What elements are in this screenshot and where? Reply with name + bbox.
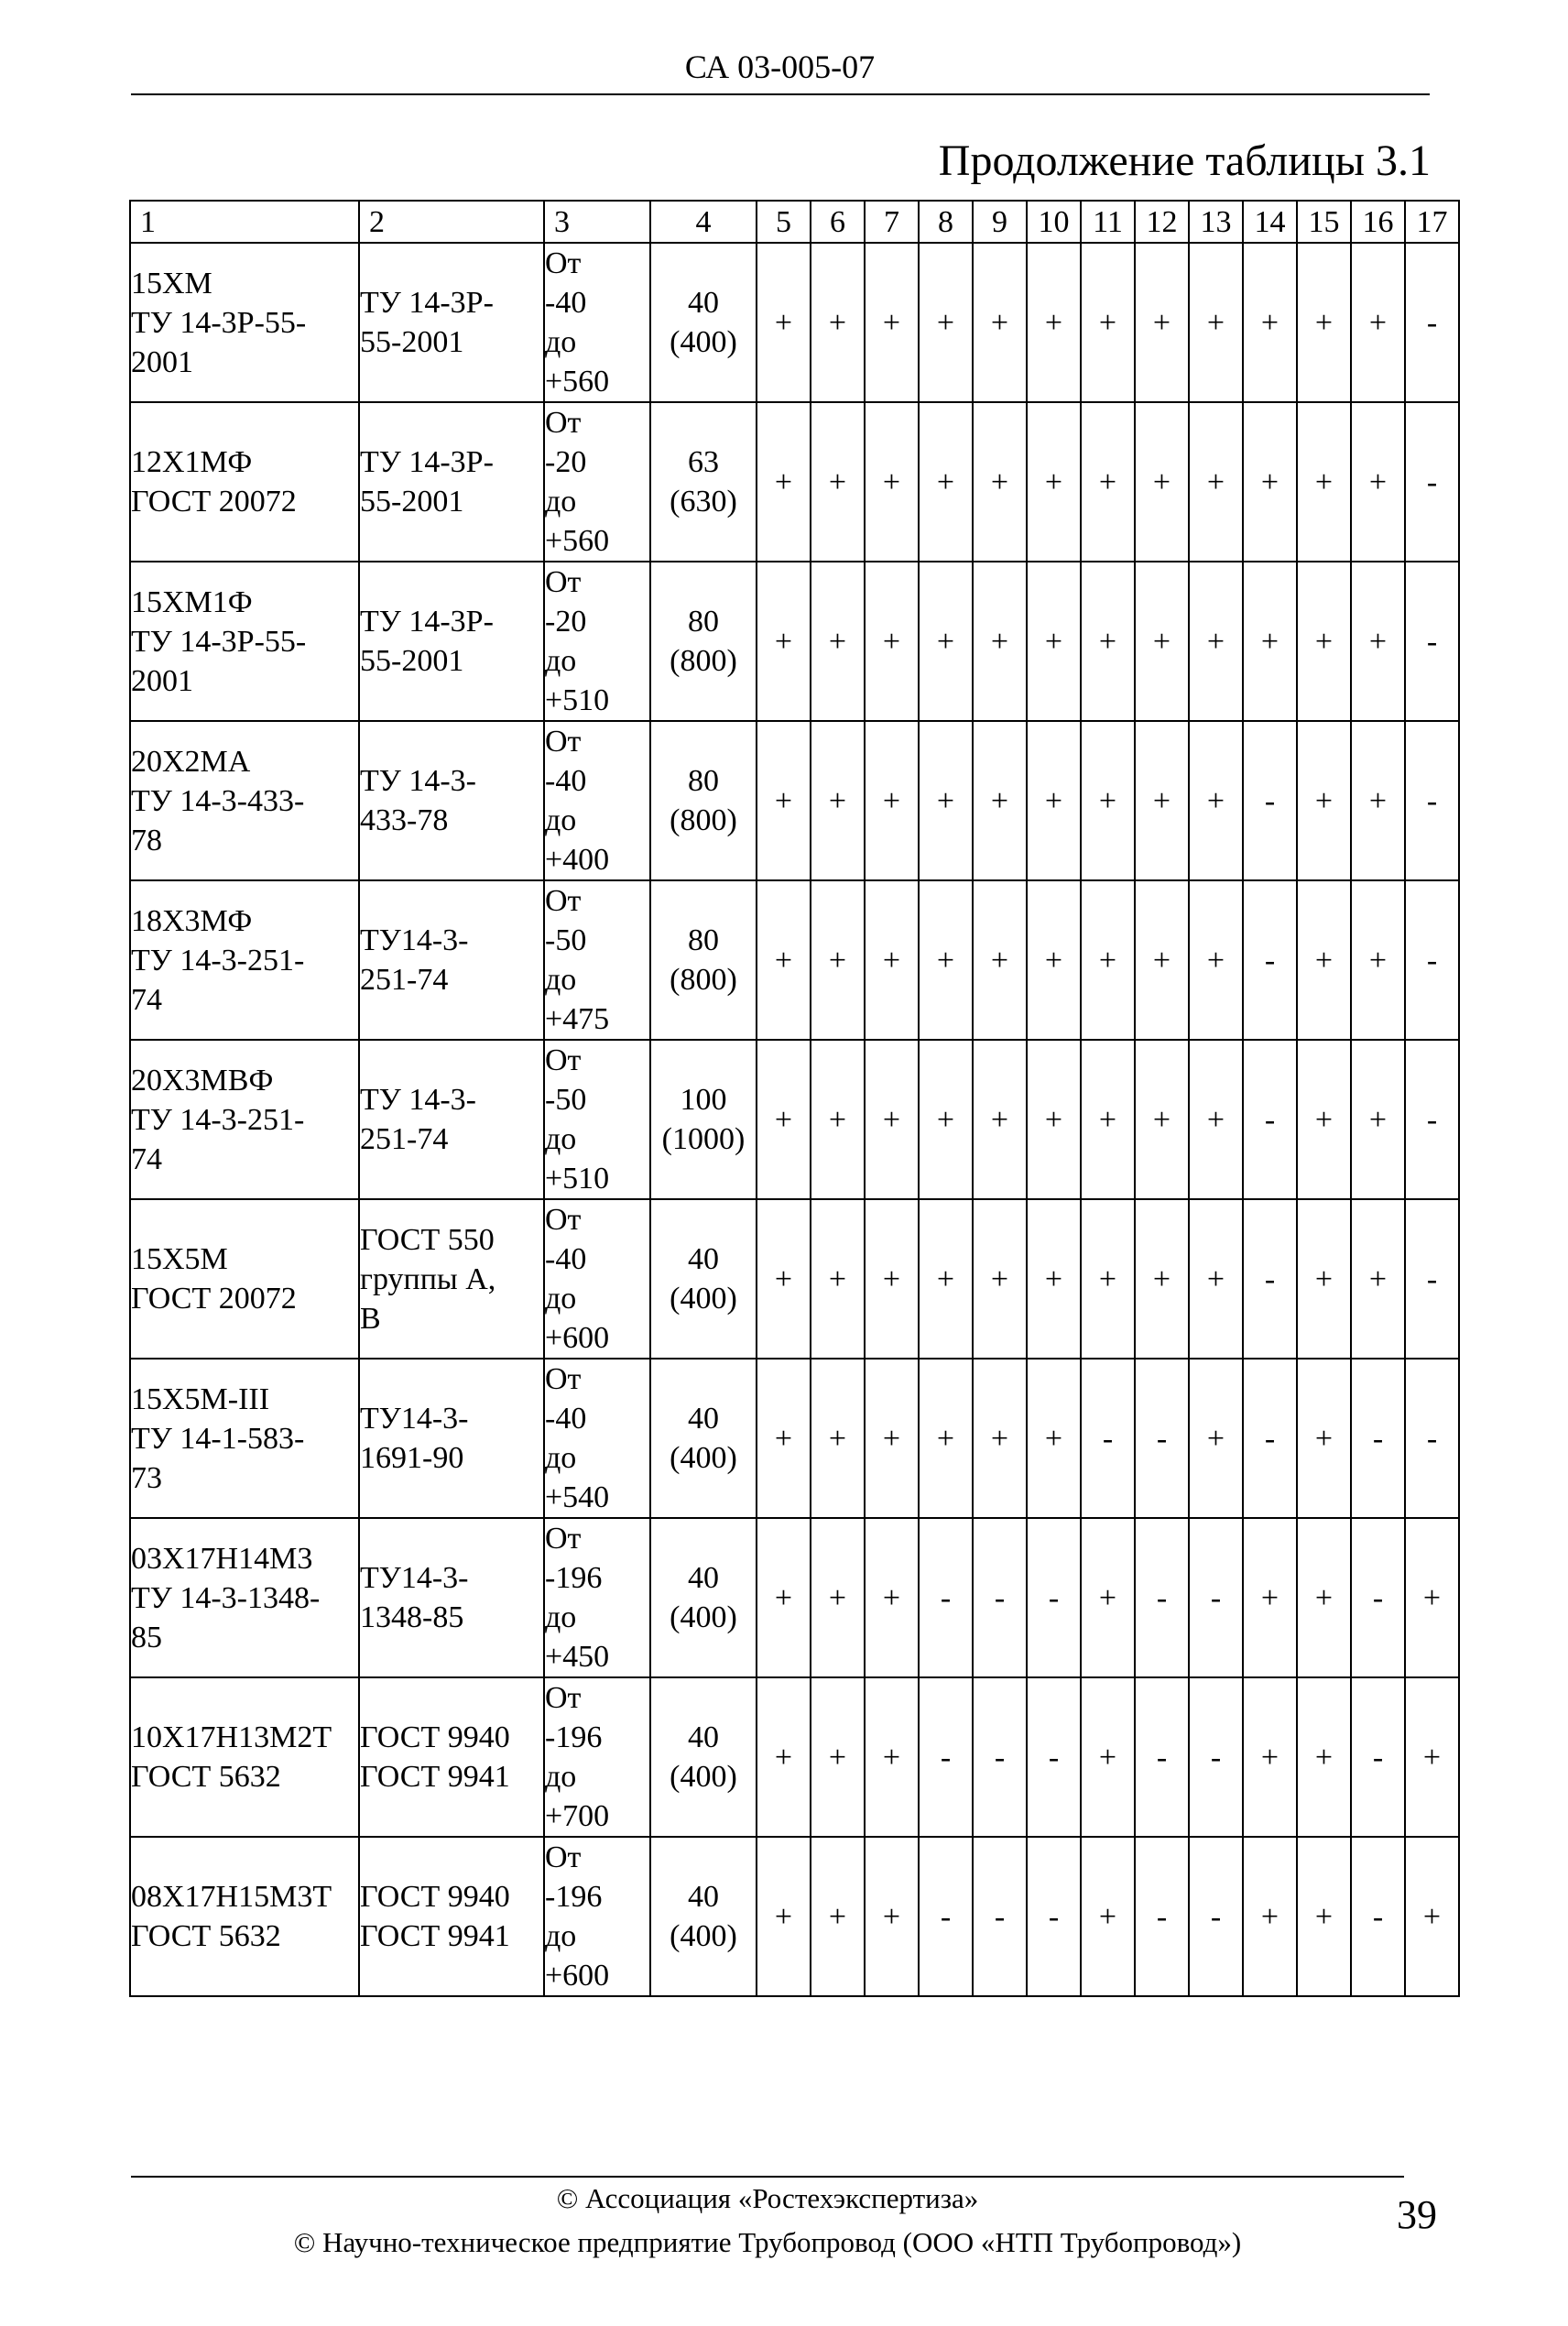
applicability-mark-cell: + [865,402,919,562]
applicability-mark-cell: + [973,243,1027,402]
column-number-cell: 7 [865,201,919,243]
column-number-cell: 14 [1243,201,1297,243]
applicability-mark-cell: + [811,1040,865,1199]
pressure-cell-text: 80 (800) [670,923,737,997]
applicability-mark-cell: + [1027,243,1081,402]
applicability-mark-cell: + [811,1677,865,1837]
applicability-mark-cell: + [1135,402,1189,562]
applicability-mark-cell: + [1351,880,1405,1040]
applicability-mark-cell: + [865,243,919,402]
standard-cell [359,243,544,402]
temperature-cell-text: От -196 до +700 [545,1681,610,1833]
applicability-mark-cell: + [1081,721,1135,880]
applicability-mark-cell: - [1243,721,1297,880]
applicability-mark-cell: - [1189,1518,1243,1677]
pressure-cell [650,1199,757,1359]
column-number-cell: 12 [1135,201,1189,243]
applicability-mark-cell: + [1081,1040,1135,1199]
temperature-cell-text: От -196 до +450 [545,1522,610,1674]
standard-cell [359,1040,544,1199]
temperature-cell [544,721,650,880]
table-caption: Продолжение таблицы 3.1 [938,137,1431,185]
temperature-cell-text: От -50 до +475 [545,884,610,1036]
standard-cell-text: ГОСТ 9940 ГОСТ 9941 [360,1880,510,1953]
column-number-cell: 16 [1351,201,1405,243]
applicability-mark-cell: + [1297,880,1351,1040]
column-number-cell: 10 [1027,201,1081,243]
applicability-mark-cell: + [757,1677,811,1837]
applicability-mark-cell: + [1297,1677,1351,1837]
temperature-cell [544,1359,650,1518]
temperature-cell [544,1837,650,1996]
applicability-mark-cell: - [1027,1677,1081,1837]
applicability-mark-cell: - [1135,1359,1189,1518]
standard-cell [359,880,544,1040]
pressure-cell-text: 80 (800) [670,764,737,837]
standard-cell-text: ГОСТ 550 группы А, В [360,1222,496,1336]
material-cell-text: 03Х17Н14М3 ТУ 14-3-1348- 85 [131,1541,321,1654]
applicability-mark-cell: + [1135,243,1189,402]
applicability-mark-cell: + [1297,562,1351,721]
applicability-mark-cell: - [1189,1837,1243,1996]
applicability-mark-cell: + [811,1837,865,1996]
standard-cell [359,1359,544,1518]
applicability-mark-cell: + [1297,1199,1351,1359]
applicability-mark-cell: + [1027,1040,1081,1199]
applicability-mark-cell: + [757,1359,811,1518]
applicability-mark-cell: + [757,1837,811,1996]
column-number-cell: 6 [811,201,865,243]
material-cell [130,243,359,402]
pressure-cell [650,562,757,721]
applicability-mark-cell: + [1135,1040,1189,1199]
material-cell [130,1518,359,1677]
standard-cell-text: ТУ 14-3Р- 55-2001 [360,286,494,359]
column-number-cell: 2 [359,201,544,243]
column-number-cell: 15 [1297,201,1351,243]
applicability-mark-cell: - [1405,1199,1459,1359]
applicability-mark-cell: - [973,1677,1027,1837]
applicability-mark-cell: + [919,402,973,562]
applicability-mark-cell: + [865,1040,919,1199]
column-number-cell: 17 [1405,201,1459,243]
applicability-mark-cell: + [1297,721,1351,880]
applicability-mark-cell: + [865,1837,919,1996]
applicability-mark-cell: + [1189,562,1243,721]
material-cell-text: 08Х17Н15М3Т ГОСТ 5632 [131,1880,332,1953]
material-cell [130,1837,359,1996]
standard-cell-text: ГОСТ 9940 ГОСТ 9941 [360,1720,510,1794]
applicability-mark-cell: + [973,562,1027,721]
applicability-mark-cell: - [1135,1518,1189,1677]
column-number-row [130,201,1459,243]
temperature-cell [544,1199,650,1359]
column-number-cell: 4 [650,201,757,243]
applicability-mark-cell: + [757,880,811,1040]
material-cell-text: 15Х5М ГОСТ 20072 [131,1242,297,1316]
temperature-cell-text: От -50 до +510 [545,1043,610,1196]
standard-cell [359,1518,544,1677]
applicability-mark-cell: + [1081,1837,1135,1996]
material-cell [130,1199,359,1359]
applicability-mark-cell: - [919,1837,973,1996]
standard-cell-text: ТУ 14-3Р- 55-2001 [360,605,494,678]
applicability-mark-cell: + [811,562,865,721]
header-divider [131,93,1430,95]
footer-copyright-enterprise: © Научно-техническое предприятие Трубопровод (ООО «НТП Трубопровод») [293,2226,1242,2258]
table-row [130,1359,1459,1518]
applicability-mark-cell: + [1297,243,1351,402]
document-code: СА 03-005-07 [684,49,876,85]
page-number: 39 [1397,2192,1437,2237]
material-cell-text: 15ХМ ТУ 14-3Р-55- 2001 [131,266,307,379]
applicability-mark-cell: + [919,1359,973,1518]
applicability-mark-cell: + [1081,243,1135,402]
applicability-mark-cell: + [757,721,811,880]
temperature-cell-text: От -40 до +400 [545,725,610,877]
table-row [130,1199,1459,1359]
applicability-mark-cell: - [1027,1837,1081,1996]
applicability-mark-cell: - [1351,1359,1405,1518]
applicability-mark-cell: - [1243,1359,1297,1518]
applicability-mark-cell: + [1405,1677,1459,1837]
applicability-mark-cell: + [1189,402,1243,562]
applicability-mark-cell: + [1027,721,1081,880]
standard-cell [359,402,544,562]
applicability-mark-cell: + [1135,1199,1189,1359]
pressure-cell-text: 63 (630) [670,445,737,519]
applicability-mark-cell: + [973,1199,1027,1359]
applicability-mark-cell: - [1351,1677,1405,1837]
applicability-mark-cell: + [1135,880,1189,1040]
column-number-cell: 9 [973,201,1027,243]
applicability-mark-cell: + [1027,402,1081,562]
applicability-mark-cell: + [1405,1837,1459,1996]
applicability-mark-cell: - [1081,1359,1135,1518]
applicability-mark-cell: + [919,1199,973,1359]
applicability-mark-cell: + [1081,1677,1135,1837]
applicability-mark-cell: + [811,1359,865,1518]
pressure-cell-text: 40 (400) [670,1561,737,1634]
applicability-mark-cell: + [1189,880,1243,1040]
applicability-mark-cell: + [1351,562,1405,721]
table-row [130,243,1459,402]
applicability-mark-cell: + [1189,721,1243,880]
applicability-mark-cell: + [1189,1040,1243,1199]
applicability-mark-cell: + [757,243,811,402]
standard-cell [359,1837,544,1996]
applicability-mark-cell: + [1027,562,1081,721]
applicability-mark-cell: + [865,1677,919,1837]
applicability-mark-cell: + [973,721,1027,880]
temperature-cell [544,1677,650,1837]
standard-cell-text: ТУ 14-3- 251-74 [360,1083,476,1156]
applicability-mark-cell: + [1297,1518,1351,1677]
applicability-mark-cell: + [1189,1359,1243,1518]
material-cell-text: 20Х3МВФ ТУ 14-3-251- 74 [131,1063,305,1176]
material-cell [130,1359,359,1518]
material-cell-text: 20Х2МА ТУ 14-3-433- 78 [131,744,305,857]
standard-cell-text: ТУ 14-3- 433-78 [360,764,476,837]
applicability-mark-cell: + [757,402,811,562]
temperature-cell-text: От -40 до +600 [545,1203,610,1355]
table-row [130,402,1459,562]
applicability-mark-cell: + [973,880,1027,1040]
applicability-mark-cell: + [811,721,865,880]
pressure-cell [650,721,757,880]
applicability-mark-cell: + [919,243,973,402]
table-row [130,1040,1459,1199]
pressure-cell-text: 80 (800) [670,605,737,678]
applicability-mark-cell: + [1297,1837,1351,1996]
applicability-mark-cell: + [1243,1677,1297,1837]
pressure-cell [650,1837,757,1996]
applicability-mark-cell: + [1189,1199,1243,1359]
applicability-mark-cell: + [1027,880,1081,1040]
applicability-mark-cell: - [1405,1040,1459,1199]
applicability-mark-cell: - [1135,1837,1189,1996]
pressure-cell [650,1518,757,1677]
applicability-mark-cell: - [1405,402,1459,562]
table-row [130,1837,1459,1996]
temperature-cell-text: От -40 до +540 [545,1362,610,1514]
applicability-mark-cell: + [865,880,919,1040]
applicability-mark-cell: + [1081,402,1135,562]
temperature-cell [544,562,650,721]
temperature-cell [544,880,650,1040]
material-cell-text: 18Х3МФ ТУ 14-3-251- 74 [131,903,305,1017]
applicability-mark-cell: + [757,1199,811,1359]
applicability-mark-cell: + [1297,1359,1351,1518]
applicability-mark-cell: - [1135,1677,1189,1837]
materials-table [129,200,1460,1997]
material-cell [130,402,359,562]
applicability-mark-cell: - [1351,1837,1405,1996]
temperature-cell [544,1040,650,1199]
column-number-cell: 5 [757,201,811,243]
pressure-cell-text: 40 (400) [670,1880,737,1953]
applicability-mark-cell: + [1243,1518,1297,1677]
applicability-mark-cell: + [1027,1359,1081,1518]
applicability-mark-cell: + [865,721,919,880]
temperature-cell [544,243,650,402]
pressure-cell [650,1677,757,1837]
temperature-cell-text: От -20 до +560 [545,406,610,558]
standard-cell-text: ТУ14-3- 1691-90 [360,1402,469,1475]
table-row [130,880,1459,1040]
standard-cell-text: ТУ 14-3Р- 55-2001 [360,445,494,519]
standard-cell-text: ТУ14-3- 251-74 [360,923,469,997]
material-cell [130,880,359,1040]
pressure-cell-text: 100 (1000) [661,1083,746,1156]
applicability-mark-cell: + [1297,402,1351,562]
applicability-mark-cell: + [757,1518,811,1677]
standard-cell [359,1199,544,1359]
pressure-cell [650,402,757,562]
standard-cell [359,1677,544,1837]
material-cell [130,1040,359,1199]
applicability-mark-cell: - [1405,721,1459,880]
pressure-cell [650,243,757,402]
applicability-mark-cell: + [811,1518,865,1677]
applicability-mark-cell: + [811,880,865,1040]
applicability-mark-cell: - [973,1518,1027,1677]
applicability-mark-cell: + [1243,402,1297,562]
pressure-cell-text: 40 (400) [670,1402,737,1475]
applicability-mark-cell: + [1135,721,1189,880]
pressure-cell-text: 40 (400) [670,1720,737,1794]
applicability-mark-cell: - [1243,1199,1297,1359]
applicability-mark-cell: + [919,880,973,1040]
applicability-mark-cell: + [919,1040,973,1199]
applicability-mark-cell: - [1405,880,1459,1040]
applicability-mark-cell: + [1351,721,1405,880]
applicability-mark-cell: - [973,1837,1027,1996]
column-number-cell: 13 [1189,201,1243,243]
material-cell-text: 12Х1МФ ГОСТ 20072 [131,445,297,519]
applicability-mark-cell: + [811,243,865,402]
applicability-mark-cell: - [1351,1518,1405,1677]
pressure-cell-text: 40 (400) [670,286,737,359]
applicability-mark-cell: + [1351,1199,1405,1359]
pressure-cell [650,1040,757,1199]
applicability-mark-cell: + [1081,880,1135,1040]
applicability-mark-cell: + [757,562,811,721]
material-cell-text: 15Х5М-III ТУ 14-1-583- 73 [131,1381,305,1495]
applicability-mark-cell: + [865,1359,919,1518]
applicability-mark-cell: + [1081,1199,1135,1359]
applicability-mark-cell: + [1351,402,1405,562]
material-cell-text: 15ХМ1Ф ТУ 14-3Р-55- 2001 [131,584,307,698]
applicability-mark-cell: + [1081,562,1135,721]
applicability-mark-cell: + [865,1199,919,1359]
applicability-mark-cell: + [1243,562,1297,721]
temperature-cell-text: От -40 до +560 [545,246,610,399]
table-row [130,1677,1459,1837]
applicability-mark-cell: + [757,1040,811,1199]
applicability-mark-cell: + [919,562,973,721]
table-row [130,562,1459,721]
standard-cell [359,721,544,880]
applicability-mark-cell: + [1243,1837,1297,1996]
applicability-mark-cell: + [1081,1518,1135,1677]
footer-copyright-association: © Ассоциация «Ростехэкспертиза» [556,2182,979,2214]
material-cell [130,1677,359,1837]
applicability-mark-cell: - [919,1677,973,1837]
applicability-mark-cell: - [1243,880,1297,1040]
column-number-cell: 11 [1081,201,1135,243]
pressure-cell [650,1359,757,1518]
column-number-cell: 3 [544,201,650,243]
applicability-mark-cell: - [1243,1040,1297,1199]
applicability-mark-cell: + [1351,243,1405,402]
applicability-mark-cell: + [1027,1199,1081,1359]
pressure-cell-text: 40 (400) [670,1242,737,1316]
pressure-cell [650,880,757,1040]
temperature-cell [544,402,650,562]
applicability-mark-cell: - [1405,243,1459,402]
applicability-mark-cell: + [811,1199,865,1359]
column-number-cell: 8 [919,201,973,243]
temperature-cell-text: От -196 до +600 [545,1840,610,1993]
applicability-mark-cell: + [973,402,1027,562]
applicability-mark-cell: + [1135,562,1189,721]
applicability-mark-cell: - [1405,1359,1459,1518]
applicability-mark-cell: - [1189,1677,1243,1837]
temperature-cell [544,1518,650,1677]
applicability-mark-cell: - [1405,562,1459,721]
column-number-cell: 1 [130,201,359,243]
material-cell [130,562,359,721]
applicability-mark-cell: - [1027,1518,1081,1677]
footer-divider [131,2176,1404,2178]
material-cell [130,721,359,880]
applicability-mark-cell: + [1351,1040,1405,1199]
applicability-mark-cell: + [1297,1040,1351,1199]
applicability-mark-cell: + [1243,243,1297,402]
applicability-mark-cell: - [919,1518,973,1677]
standard-cell [359,562,544,721]
applicability-mark-cell: + [973,1359,1027,1518]
standard-cell-text: ТУ14-3- 1348-85 [360,1561,469,1634]
applicability-mark-cell: + [811,402,865,562]
applicability-mark-cell: + [865,562,919,721]
table-row [130,721,1459,880]
applicability-mark-cell: + [1405,1518,1459,1677]
table-row [130,1518,1459,1677]
temperature-cell-text: От -20 до +510 [545,565,610,717]
material-cell-text: 10Х17Н13М2Т ГОСТ 5632 [131,1720,332,1794]
applicability-mark-cell: + [1189,243,1243,402]
applicability-mark-cell: + [865,1518,919,1677]
applicability-mark-cell: + [973,1040,1027,1199]
applicability-mark-cell: + [919,721,973,880]
